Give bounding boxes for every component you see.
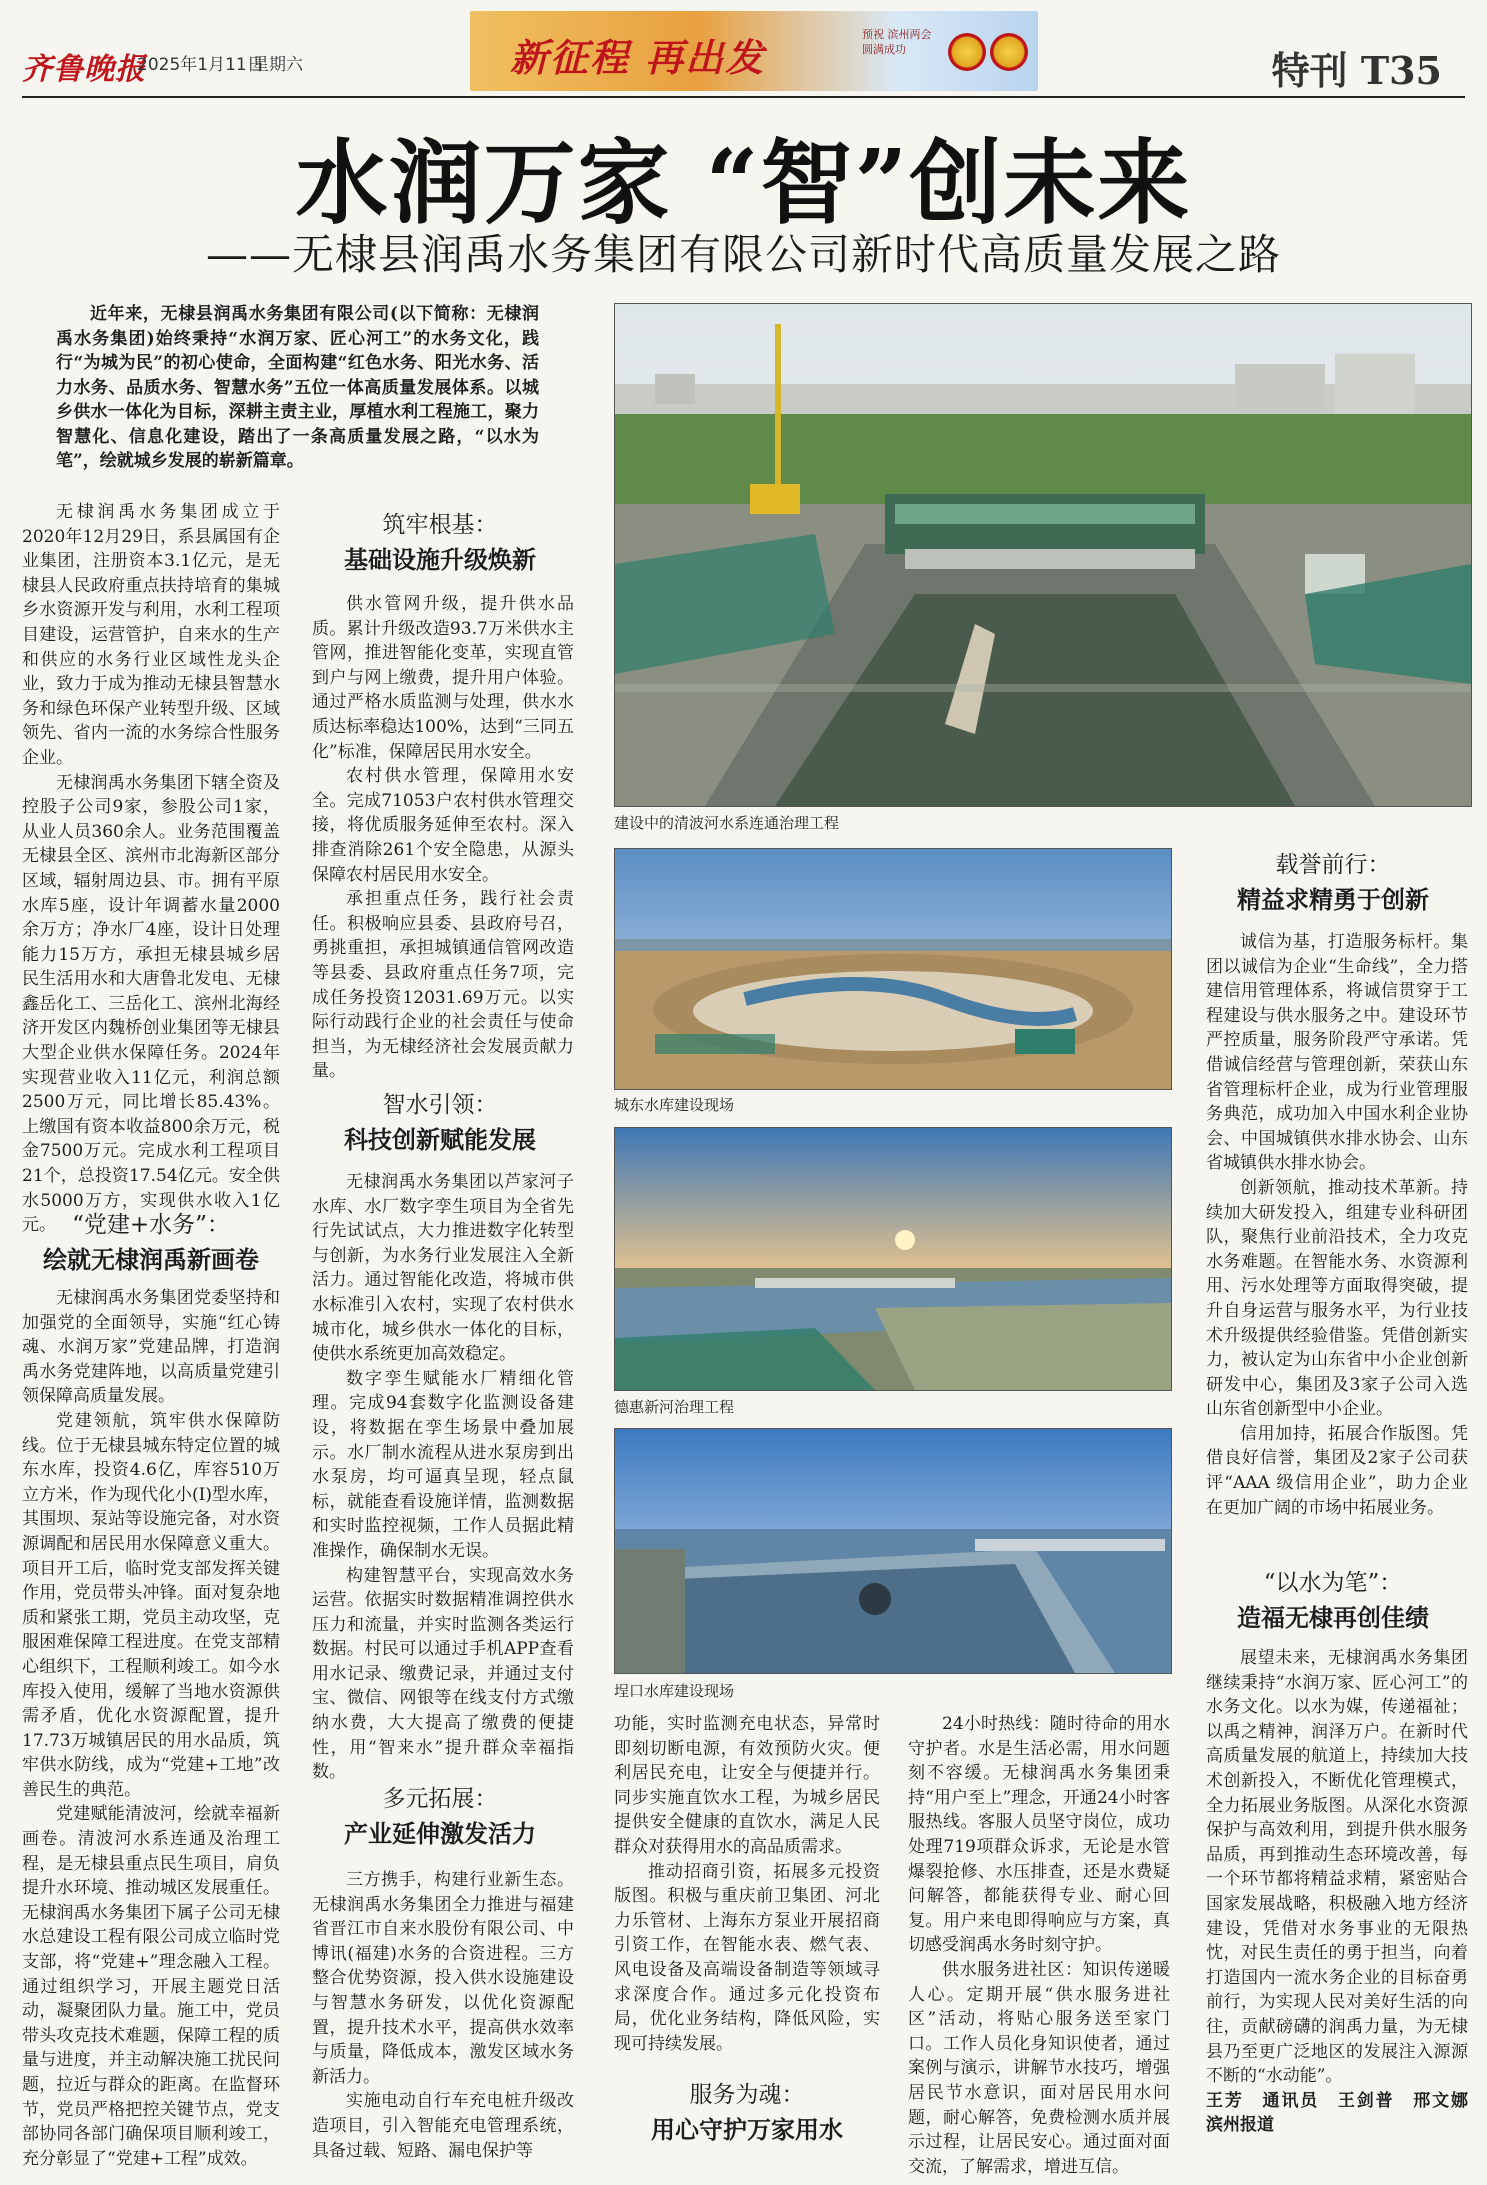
section-kicker: “以水为笔”： — [1263, 1570, 1403, 1596]
paragraph: 无棣润禹水务集团党委坚持和加强党的全面领导，实施“红心铸魂、水润万家”党建品牌，打造润禹水务党建阵地，以高质量党建引领保障高质量发展。 — [22, 1288, 280, 1407]
section-title: 造福无棣再创佳绩 — [1237, 1603, 1429, 1632]
section-title: 科技创新赋能发展 — [344, 1125, 536, 1154]
column-5a — [1206, 930, 1468, 1520]
section-heading-service — [614, 2078, 880, 2148]
section-heading-forward — [1200, 848, 1466, 918]
masthead — [0, 0, 1487, 100]
paragraph: 数字孪生赋能水厂精细化管理。完成94套数字化监测设备建设，将数据在孪生场景中叠加展示。水厂制水流程从进水泵房到出水泵房，均可逼真呈现，轻点鼠标，就能查看设施详情，监测数据和实时监控视频，工作人员据此精准操作，确保制水无误。 — [312, 1368, 574, 1561]
article-lead: 近年来，无棣县润禹水务集团有限公司(以下简称：无棣润禹水务集团)始终秉持“水润万家、匠心河工”的水务文化，践行“为城为民”的初心使命，全面构建“红色水务、阳光水务、活力水务、品质水务、智慧水务”五位一体高质量发展体系。以城乡供水一体化为目标，深耕主责主业，厚植水利工程施工，聚力智慧化、信息化建设，踏出了一条高质量发展之路，“以水为笔”，绘就城乡发展的崭新篇章。 — [56, 304, 539, 471]
paragraph: 党建赋能清波河，绘就幸福新画卷。清波河水系连通及治理工程，是无棣县重点民生项目，肩负提升水环境、推动城区发展重任。无棣润禹水务集团下属子公司无棣水总建设工程有限公司成立临时党支部，将“党建+”理念融入工程。通过组织学习，开展主题党日活动，凝聚团队力量。施工中，党员带头攻克技术难题，保障工程的质量与进度，并主动解决施工扰民问题，拉近与群众的距离。在监督环节，党员严格把控关键节点，党支部协同各部门确保项目顺利竣工，充分彰显了“党建+工程”成效。 — [22, 1804, 280, 2169]
paragraph: 诚信为基，打造服务标杆。集团以诚信为企业“生命线”，全力搭建信用管理体系，将诚信贯穿于工程建设与供水服务之中。建设环节严控质量，服务阶段严守承诺。凭借诚信经营与管理创新，荣获山东省管理标杆企业，成为行业管理服务典范，成功加入中国水利企业协会、中国城镇供水排水协会、山东省城镇供水排水协会。 — [1206, 932, 1468, 1174]
section-label: 特刊 T35 — [1271, 48, 1442, 93]
column-3 — [614, 1712, 880, 2056]
paragraph: 三方携手，构建行业新生态。无棣润禹水务集团全力推进与福建省晋江市自来水股份有限公司、中博讯(福建)水务的合资进程。三方整合优势资源，投入供水设施建设与智慧水务研发，以优化资源配置，提升技术水平，提高供水效率与质量，降低成本，激发区域水务新活力。 — [312, 1870, 574, 2087]
section-heading-future — [1200, 1566, 1466, 1636]
paragraph: 无棣润禹水务集团以芦家河子水库、水厂数字孪生项目为全省先行先试试点，大力推进数字化转型与创新，为水务行业发展注入全新活力。通过智能化改造，将城市供水标准引入农村，实现了农村供水城市化，城乡供水一体化的目标，使供水系统更加高效稳定。 — [312, 1172, 574, 1365]
reservoir-photo — [615, 1429, 1171, 1673]
construction-photo — [615, 304, 1471, 806]
paragraph: 农村供水管理，保障用水安全。完成71053户农村供水管理交接，将优质服务延伸至农村。深入排查消除261个安全隐患，从源头保障农村居民用水安全。 — [312, 766, 574, 885]
byline: 王芳 通讯员 王剑普 邢文娜 滨州报道 — [1206, 2090, 1485, 2136]
article-subtitle: ——无棣县润禹水务集团有限公司新时代高质量发展之路 — [205, 230, 1281, 279]
column-2b — [312, 1170, 574, 1785]
column-1 — [22, 500, 280, 1238]
photo-chengdong-reservoir — [614, 848, 1172, 1090]
masthead-rule — [22, 96, 1465, 98]
paragraph: 构建智慧平台，实现高效水务运营。依据实时数据精准调控供水压力和流量，并实时监测各类运行数据。村民可以通过手机APP查看用水记录、缴费记录，并通过支付宝、微信、网银等在线支付方式缴纳水费，大大提高了缴费的便捷性，用“智来水”提升群众幸福指数。 — [312, 1565, 574, 1783]
newspaper-logo: 齐鲁晚报 — [22, 52, 146, 87]
banner-subtext: 预祝 滨州两会 圆满成功 — [862, 28, 932, 56]
column-1b — [22, 1286, 280, 2171]
section-heading-tech — [310, 1088, 570, 1158]
banner-slogan: 新征程 再出发 — [510, 36, 766, 80]
photo-chengkou-reservoir — [614, 1428, 1172, 1674]
paragraph: 承担重点任务，践行社会责任。积极响应县委、县政府号召，勇挑重担，承担城镇通信管网改造等县委、县政府重点任务7项，完成任务投资12031.69万元。以实际行动践行企业的社会责任与使命担当，为无棣经济社会发展贡献力量。 — [312, 889, 574, 1082]
column-5b — [1206, 1646, 1485, 2138]
issue-date: 2025年1月11日 — [137, 55, 264, 75]
paragraph: 创新领航，推动技术革新。持续加大研发投入，组建专业科研团队，聚焦行业前沿技术，全力攻克水务难题。在智能水务、水资源利用、污水处理等方面取得突破，提升自身运营与服务水平，为行业技术升级提供经验借鉴。凭借创新实力，被认定为山东省中小企业创新研发中心，集团及3家子公司入选山东省创新型中小企业。 — [1206, 1177, 1468, 1420]
column-2c — [312, 1868, 574, 2163]
section-kicker: 服务为魂： — [689, 2082, 805, 2108]
paragraph: 信用加持，拓展合作版图。凭借良好信誉，集团及2家子公司获评“AAA 级信用企业”，助力企业在更加广阔的市场中拓展业务。 — [1206, 1423, 1468, 1518]
photo-qingbo-river-project — [614, 303, 1472, 807]
paragraph: 实施电动自行车充电桩升级改造项目，引入智能充电管理系统，具备过载、短路、漏电保护等 — [312, 2091, 574, 2161]
national-emblem-icon — [948, 33, 986, 71]
section-kicker: 多元拓展： — [382, 1786, 498, 1812]
section-title: 用心守护万家用水 — [651, 2115, 843, 2144]
section-heading-party — [22, 1208, 280, 1278]
two-sessions-banner — [470, 11, 1038, 91]
paragraph: 功能，实时监测充电状态，异常时即刻切断电源，有效预防火灾。便利居民充电，让安全与便捷并行。同步实施直饮水工程，为城乡居民提供安全健康的直饮水，满足人民群众对获得用水的高品质需求。 — [614, 1714, 880, 1857]
river-photo — [615, 1128, 1171, 1390]
section-title: 基础设施升级焕新 — [344, 545, 536, 574]
photo-caption: 埕口水库建设现场 — [614, 1682, 735, 1700]
section-kicker: 筑牢根基： — [382, 512, 498, 538]
section-heading-build — [310, 508, 570, 578]
column-4 — [908, 1712, 1170, 2179]
paragraph: 无棣润禹水务集团成立于2020年12月29日，系县属国有企业集团，注册资本3.1亿元，是无棣县人民政府重点扶持培育的集城乡水资源开发与利用，水利工程项目建设，运营管护，自来水的生产和供应的水务行业区域性龙头企业，致力于成为推动无棣县智慧水务和绿色环保产业转型升级、区域领先、省内一流的水务综合性服务企业。 — [22, 502, 280, 768]
section-heading-multi — [310, 1782, 570, 1852]
paragraph: 展望未来，无棣润禹水务集团继续秉持“水润万家、匠心河工”的水务文化。以水为媒，传递福祉；以禹之精神，润泽万户。在新时代高质量发展的航道上，持续加大技术创新投入，不断优化管理模式，全力拓展业务版图。从深化水资源保护与高效利用，到提升供水服务品质，再到推动生态环境改善，每一个环节都将精益求精，紧密贴合国家发展战略，积极融入地方经济建设，凭借对水务事业的无限热忱，对民生责任的勇于担当，向着打造国内一流水务企业的目标奋勇前行，为实现人民对美好生活的向往，贡献磅礴的润禹力量，为无棣县乃至更广泛地区的发展注入源源不断的“水动能”。 — [1206, 1648, 1468, 2087]
paragraph: 供水服务进社区：知识传递暖人心。定期开展“供水服务进社区”活动，将贴心服务送至家门口。工作人员化身知识使者，通过案例与演示，讲解节水技巧，增强居民节水意识，面对居民用水问题，耐心解答，免费检测水质并展示过程，让居民安心。通过面对面交流，了解需求，增进互信。 — [908, 1959, 1170, 2177]
section-title: 产业延伸激发活力 — [344, 1819, 536, 1848]
reservoir-photo — [615, 849, 1171, 1089]
section-kicker: 智水引领： — [382, 1092, 498, 1118]
photo-caption: 城东水库建设现场 — [614, 1096, 735, 1114]
section-title: 精益求精勇于创新 — [1237, 885, 1429, 914]
paragraph: 推动招商引资，拓展多元投资版图。积极与重庆前卫集团、河北力乐管材、上海东方泵业开展招商引资工作，在智能水表、燃气表、风电设备及高端设备制造等领域寻求深度合作。通过多元化投资布局，优化业务结构，降低风险，实现可持续发展。 — [614, 1861, 880, 2054]
cppcc-emblem-icon — [990, 33, 1028, 71]
section-kicker: 载誉前行： — [1275, 852, 1391, 878]
paragraph: 24小时热线：随时待命的用水守护者。水是生活必需，用水问题刻不容缓。无棣润禹水务集团秉持“用户至上”理念，开通24小时客服热线。客服人员坚守岗位，成功处理719项群众诉求，无论是水管爆裂抢修、水压排查，还是水费疑问解答，都能获得专业、耐心回复。用户来电即得响应与方案，真切感受润禹水务时刻守护。 — [908, 1714, 1170, 1956]
photo-dehui-river — [614, 1127, 1172, 1391]
paragraph: 供水管网升级，提升供水品质。累计升级改造93.7万米供水主管网，推进智能化变革，实现直管到户与网上缴费，提升用户体验。通过严格水质监测与处理，供水水质达标率稳达100%，达到“三同五化”标准，保障居民用水安全。 — [312, 594, 574, 762]
photo-caption: 建设中的清波河水系连通治理工程 — [614, 814, 840, 832]
photo-caption: 德惠新河治理工程 — [614, 1398, 735, 1416]
section-title: 绘就无棣润禹新画卷 — [43, 1245, 259, 1274]
section-kicker: “党建+水务”： — [72, 1212, 230, 1238]
article-title: 水润万家 “智”创未来 — [295, 129, 1192, 237]
paragraph: 党建领航，筑牢供水保障防线。位于无棣县城东特定位置的城东水库，投资4.6亿，库容510万立方米，作为现代化小(I)型水库，其围坝、泵站等设施完备，对水资源调配和居民用水保障意义重大。项目开工后，临时党支部发挥关键作用，党员带头冲锋。面对复杂地质和紧张工期，党员主动攻坚，克服困难保障工程进度。在党支部精心组织下，工程顺利竣工。如今水库投入使用，缓解了当地水资源供需矛盾，优化水资源配置，提升17.73万城镇居民的用水品质，筑牢供水防线，成为“党建+工地”改善民生的典范。 — [22, 1410, 280, 1800]
column-2a — [312, 592, 574, 1084]
issue-weekday: 星期六 — [252, 55, 303, 75]
paragraph: 无棣润禹水务集团下辖全资及控股子公司9家，参股公司1家，从业人员360余人。业务范围覆盖无棣县全区、滨州市北海新区部分区域，辐射周边县、市。拥有平原水库5座，设计年调蓄水量2000余万方；净水厂4座，设计日处理能力15万方，承担无棣县城乡居民生活用水和大唐鲁北发电、无棣鑫岳化工、三岳化工、滨州北海经济开发区内魏桥创业集团等无棣县大型企业供水保障任务。2024年实现营业收入11亿元，利润总额2500万元，同比增长85.43%。上缴国有资本收益800余万元，税金7500万元。完成水利工程项目21个，总投资17.54亿元。安全供水5000万方，实现供水收入1亿元。 — [22, 772, 280, 1236]
